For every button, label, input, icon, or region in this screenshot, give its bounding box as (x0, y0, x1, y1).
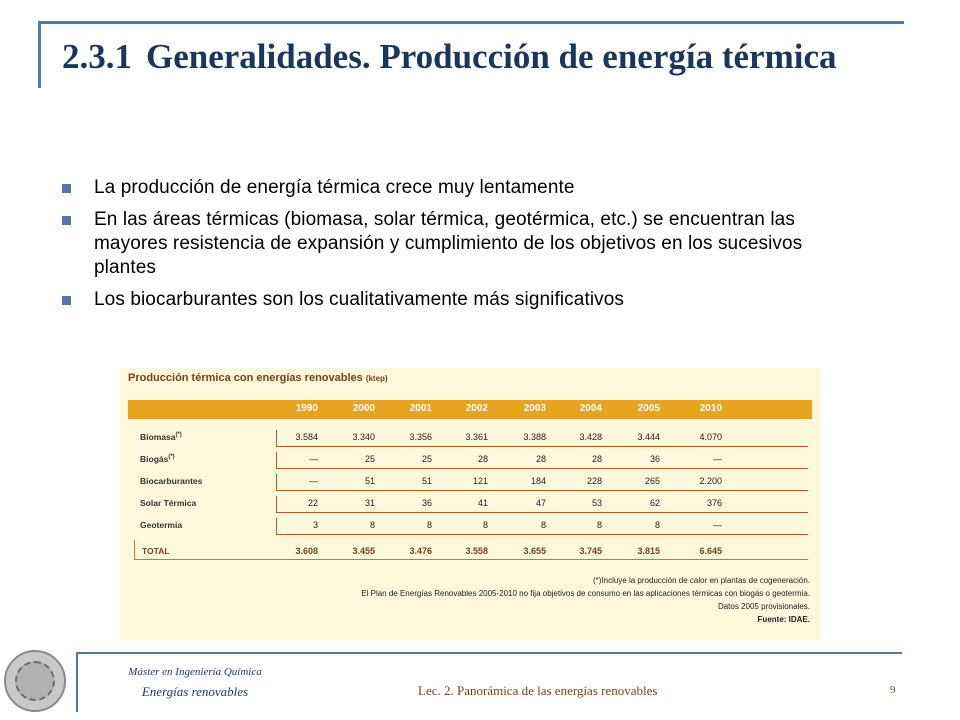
bullet-square-icon (62, 184, 71, 193)
table-cell: 184 (530, 476, 546, 486)
table-cell: 3.444 (637, 432, 660, 442)
total-label: TOTAL (142, 546, 170, 556)
row-label-footnote-mark: (*) (168, 454, 175, 461)
table-year-header: 2004 (579, 403, 602, 414)
row-label-text: Biogás (140, 454, 169, 464)
table-cell: 28 (477, 454, 488, 464)
table-title-text: Producción térmica con energías renovables (128, 372, 363, 384)
table-cell: 25 (421, 454, 432, 464)
footer-divider-vertical (76, 652, 78, 712)
table-cell: 28 (535, 454, 546, 464)
bullet-square-icon (62, 216, 71, 225)
slide-title-number: 2.3.1 (62, 37, 132, 76)
table-unit: (ktep) (365, 374, 388, 383)
row-label-text: Geotermia (140, 520, 183, 530)
table-cell: 3.356 (409, 432, 432, 442)
university-seal-logo (4, 650, 66, 712)
table-cell: 4.070 (699, 432, 722, 442)
table-cell: 3.340 (352, 432, 375, 442)
table-total-cell: 6.645 (699, 546, 722, 556)
table-cell: 51 (421, 476, 432, 486)
table-cell: 47 (535, 498, 546, 508)
bullet-square-icon (62, 296, 71, 305)
table-source: Fuente: IDAE. (757, 615, 810, 624)
footer-master: Máster en Ingeniería Química (128, 666, 262, 678)
title-frame-left-line (38, 21, 41, 88)
table-total-cell: 3.476 (409, 546, 432, 556)
footer-lecture: Lec. 2. Panorámica de las energías renovables (418, 683, 658, 698)
table-cell: 62 (649, 498, 660, 508)
table-cell: 376 (706, 498, 722, 508)
table-year-header: 1990 (295, 403, 318, 414)
row-label-text: Solar Térmica (140, 498, 197, 508)
table-year-header: 2010 (699, 403, 722, 414)
bullet-text: Los biocarburantes son los cualitativamente más significativos (94, 289, 625, 310)
table-row-label (140, 476, 202, 486)
table-cell: 3 (312, 520, 318, 530)
footer-course: Energías renovables (141, 684, 249, 699)
table-row-divider-vertical (276, 452, 277, 469)
table-row-label (140, 520, 182, 530)
table-cell: — (713, 454, 722, 464)
table-cell: 8 (540, 520, 546, 530)
table-row-label (140, 432, 182, 442)
table-row-divider-vertical (276, 430, 277, 447)
bullet-item (62, 208, 822, 280)
table-year-header: 2002 (465, 403, 488, 414)
table-row-divider (276, 446, 808, 447)
table-cell: 22 (307, 498, 318, 508)
table-cell: — (309, 476, 318, 486)
table-cell: 8 (596, 520, 602, 530)
table-year-header: 2000 (352, 403, 375, 414)
row-label-text: Biomasa (140, 432, 176, 442)
table-cell: 3.388 (523, 432, 546, 442)
footer-divider (76, 652, 902, 654)
table-cell: 121 (472, 476, 488, 486)
page-number: 9 (890, 684, 896, 696)
table-cell: 25 (364, 454, 375, 464)
table-note: El Plan de Energías Renovables 2005-2010 no fija objetivos de consumo en las aplicaciones térmicas con biogás o geotermia. (361, 589, 810, 598)
table-row-divider-vertical (276, 496, 277, 513)
table-total-cell: 3.655 (523, 546, 546, 556)
table-total-cell: 3.558 (465, 546, 488, 556)
table-note: (*)Incluye la producción de calor en plantas de cogeneración. (592, 576, 810, 585)
table-cell: 41 (477, 498, 488, 508)
table-row-label (140, 498, 196, 508)
bullet-list (62, 176, 822, 320)
table-total-cell: 3.608 (295, 546, 318, 556)
table-total-cell: 3.745 (579, 546, 602, 556)
table-row-divider (276, 468, 808, 469)
title-frame-top-line (38, 21, 904, 24)
table-cell: — (309, 454, 318, 464)
table-year-header: 2001 (409, 403, 432, 414)
table-row-divider-vertical (276, 518, 277, 535)
slide-title (62, 36, 882, 78)
slide-title-text: Generalidades. Producción de energía térmica (146, 37, 837, 76)
bullet-text: La producción de energía térmica crece muy lentamente (94, 177, 575, 198)
table-cell: 3.584 (295, 432, 318, 442)
table-year-header: 2003 (523, 403, 546, 414)
row-label-text: Biocarburantes (140, 476, 203, 486)
table-cell: 8 (654, 520, 660, 530)
table-note: Datos 2005 provisionales. (717, 602, 810, 611)
table-cell: 31 (364, 498, 375, 508)
table-cell: 36 (421, 498, 432, 508)
table-row-divider (276, 490, 808, 491)
table-cell: 3.361 (465, 432, 488, 442)
table-cell: 51 (364, 476, 375, 486)
table-notes (361, 574, 810, 626)
table-row-label (140, 454, 175, 464)
table-cell: 2.200 (699, 476, 722, 486)
table-cell: 28 (591, 454, 602, 464)
table-cell: 8 (369, 520, 375, 530)
table-row-divider (276, 534, 808, 535)
table-cell: 8 (482, 520, 488, 530)
table-total-cell: 3.455 (352, 546, 375, 556)
table-cell: 36 (649, 454, 660, 464)
table-title (128, 372, 388, 384)
table-cell: 53 (591, 498, 602, 508)
table-year-header: 2005 (637, 403, 660, 414)
table-cell: 8 (426, 520, 432, 530)
table-total-cell: 3.815 (637, 546, 660, 556)
bullet-item (62, 288, 822, 312)
bullet-text: En las áreas térmicas (biomasa, solar térmica, geotérmica, etc.) se encuentran las mayores resistencia de expansión y cumplimiento de los objetivos en los sucesivos plantes (94, 209, 803, 278)
table-cell: 228 (586, 476, 602, 486)
bullet-item (62, 176, 822, 200)
table-cell: — (713, 520, 722, 530)
table-row-divider (276, 512, 808, 513)
table-cell: 265 (644, 476, 660, 486)
table-row-divider-vertical (276, 474, 277, 491)
production-table-figure (120, 368, 820, 640)
table-cell: 3.428 (579, 432, 602, 442)
row-label-footnote-mark: (*) (175, 432, 182, 439)
